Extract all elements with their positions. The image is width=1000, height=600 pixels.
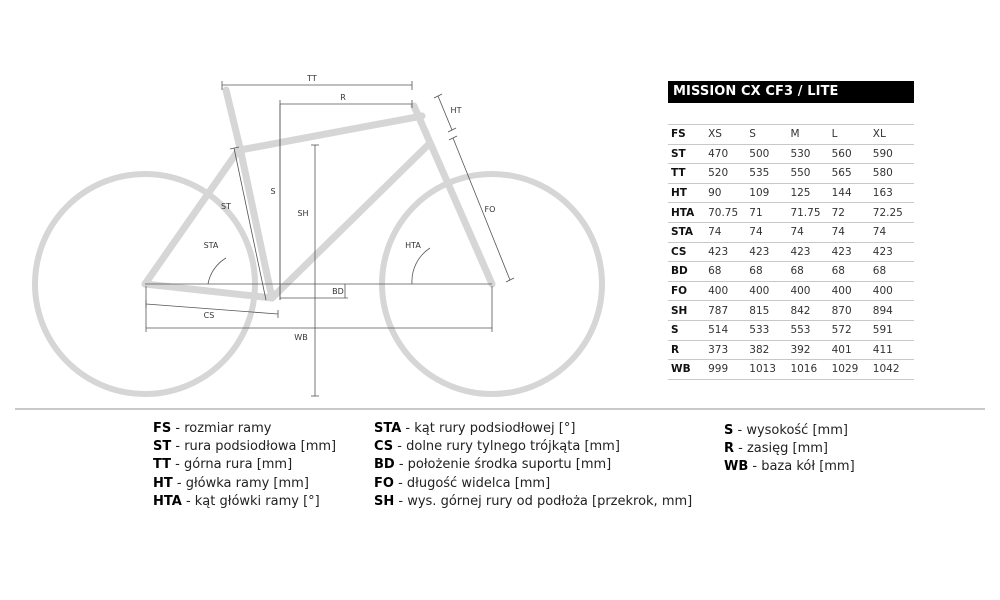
table-row — [668, 242, 914, 262]
legend-desc: - baza kół [mm] — [748, 459, 855, 475]
table-row — [668, 144, 914, 164]
label-cs: CS — [203, 311, 215, 320]
legend-divider — [15, 408, 985, 410]
legend-desc: - zasięg [mm] — [734, 441, 828, 457]
legend-item — [374, 456, 692, 474]
legend-desc: - wys. górnej rury od podłoża [przekrok, mm] — [394, 493, 693, 509]
legend-desc: - kąt główki ramy [°] — [181, 493, 320, 509]
cell: 72.25 — [873, 203, 914, 223]
legend-item — [153, 438, 336, 456]
table-row — [668, 320, 914, 340]
cell: 68 — [873, 262, 914, 282]
legend-column-2 — [374, 420, 692, 511]
cell: 590 — [873, 144, 914, 164]
row-key: HTA — [668, 203, 708, 223]
cell: 68 — [790, 262, 831, 282]
cell: 470 — [708, 144, 749, 164]
cell: 74 — [873, 222, 914, 242]
legend-abbr: HT — [153, 475, 173, 491]
cell: 423 — [708, 242, 749, 262]
cell: 591 — [873, 320, 914, 340]
cell: 535 — [749, 164, 790, 184]
legend-item — [153, 475, 336, 493]
legend-abbr: TT — [153, 457, 172, 473]
cell: 125 — [790, 183, 831, 203]
cell: 163 — [873, 183, 914, 203]
legend-desc: - dolne rury tylnego trójkąta [mm] — [393, 439, 620, 455]
cell: 74 — [790, 222, 831, 242]
seatstay-tube — [145, 148, 240, 284]
cell: 68 — [749, 262, 790, 282]
cell: 1013 — [749, 360, 790, 380]
row-key: SH — [668, 301, 708, 321]
legend-item — [374, 420, 692, 438]
cell: 514 — [708, 320, 749, 340]
row-key: FS — [668, 125, 708, 145]
label-r: R — [340, 93, 346, 102]
legend-item — [153, 493, 336, 511]
label-s: S — [270, 187, 276, 196]
row-key: S — [668, 320, 708, 340]
cell: 401 — [832, 340, 873, 360]
cell: 423 — [790, 242, 831, 262]
legend-item — [724, 440, 855, 458]
cell: 423 — [749, 242, 790, 262]
label-hta: HTA — [405, 241, 421, 250]
cell: 580 — [873, 164, 914, 184]
bike-geometry-diagram — [0, 0, 665, 405]
cell: M — [790, 125, 831, 145]
cell: 1029 — [832, 360, 873, 380]
table-row — [668, 183, 914, 203]
cell: 411 — [873, 340, 914, 360]
legend-abbr: BD — [374, 457, 395, 473]
label-sh: SH — [297, 209, 309, 218]
cell: 1016 — [790, 360, 831, 380]
legend-item — [374, 475, 692, 493]
cell: 565 — [832, 164, 873, 184]
cell: XL — [873, 125, 914, 145]
table-row — [668, 301, 914, 321]
sta-angle-arc — [208, 258, 226, 284]
cell: 68 — [832, 262, 873, 282]
cell: 400 — [873, 281, 914, 301]
cell: 71 — [749, 203, 790, 223]
table-row — [668, 125, 914, 145]
cell: 373 — [708, 340, 749, 360]
row-key: FO — [668, 281, 708, 301]
row-key: CS — [668, 242, 708, 262]
legend-item — [374, 438, 692, 456]
cell: XS — [708, 125, 749, 145]
frame — [145, 90, 492, 298]
legend-desc: - górna rura [mm] — [171, 457, 293, 473]
label-wb: WB — [294, 333, 308, 342]
legend-item — [374, 493, 692, 511]
label-ht: HT — [450, 106, 462, 115]
cell: 423 — [832, 242, 873, 262]
cell: 400 — [749, 281, 790, 301]
cell: 71.75 — [790, 203, 831, 223]
cell: 74 — [749, 222, 790, 242]
table-row — [668, 164, 914, 184]
cell: 72 — [832, 203, 873, 223]
label-bd: BD — [332, 287, 344, 296]
dimension-labels — [204, 74, 496, 342]
legend-desc: - rura podsiodłowa [mm] — [171, 439, 337, 455]
cell: 500 — [749, 144, 790, 164]
table-title: MISSION CX CF3 / LITE — [668, 81, 914, 103]
row-key: HT — [668, 183, 708, 203]
cell: 999 — [708, 360, 749, 380]
cell: 553 — [790, 320, 831, 340]
cell: 423 — [873, 242, 914, 262]
legend-column-3 — [724, 422, 855, 477]
legend-abbr: WB — [724, 459, 749, 475]
legend-item — [724, 422, 855, 440]
cell: 400 — [832, 281, 873, 301]
cell: 894 — [873, 301, 914, 321]
table-row — [668, 262, 914, 282]
label-st: ST — [221, 202, 231, 211]
cell: 382 — [749, 340, 790, 360]
row-key: WB — [668, 360, 708, 380]
row-key: BD — [668, 262, 708, 282]
legend-desc: - położenie środka suportu [mm] — [394, 457, 612, 473]
row-key: TT — [668, 164, 708, 184]
cell: 870 — [832, 301, 873, 321]
cell: 533 — [749, 320, 790, 340]
cell: 109 — [749, 183, 790, 203]
legend-desc: - długość widelca [mm] — [393, 475, 551, 491]
legend-abbr: CS — [374, 439, 394, 455]
cell: 550 — [790, 164, 831, 184]
legend-abbr: SH — [374, 493, 395, 509]
cell: 572 — [832, 320, 873, 340]
cell: 144 — [832, 183, 873, 203]
legend-item — [153, 420, 336, 438]
cell: S — [749, 125, 790, 145]
legend-item — [724, 458, 855, 476]
cell: 787 — [708, 301, 749, 321]
cell: 392 — [790, 340, 831, 360]
cell: 560 — [832, 144, 873, 164]
row-key: STA — [668, 222, 708, 242]
cell: 70.75 — [708, 203, 749, 223]
legend-desc: - rozmiar ramy — [171, 421, 272, 436]
legend-abbr: S — [724, 423, 734, 438]
legend-abbr: FO — [374, 475, 394, 491]
cell: 68 — [708, 262, 749, 282]
table-row — [668, 281, 914, 301]
legend-item — [153, 456, 336, 474]
legend-desc: - kąt rury podsiodłowej [°] — [401, 421, 576, 436]
legend-abbr: FS — [153, 421, 172, 436]
cell: 400 — [708, 281, 749, 301]
cell: 1042 — [873, 360, 914, 380]
cell: 530 — [790, 144, 831, 164]
label-fo: FO — [484, 205, 496, 214]
geometry-table-panel — [668, 81, 914, 380]
cell: 74 — [832, 222, 873, 242]
table-row — [668, 203, 914, 223]
label-sta: STA — [203, 241, 219, 250]
table-row — [668, 360, 914, 380]
legend-abbr: R — [724, 441, 735, 457]
head-tube — [414, 106, 432, 147]
legend-column-1 — [153, 420, 336, 511]
seatpost — [226, 90, 240, 148]
cell: 520 — [708, 164, 749, 184]
label-tt: TT — [307, 74, 317, 83]
legend-abbr: HTA — [153, 493, 182, 509]
cell: 400 — [790, 281, 831, 301]
geometry-table — [668, 124, 914, 380]
top-tube — [240, 116, 422, 150]
table-row — [668, 222, 914, 242]
legend-desc: - główka ramy [mm] — [172, 475, 309, 491]
legend-desc: - wysokość [mm] — [733, 423, 848, 438]
cell: L — [832, 125, 873, 145]
fork — [432, 147, 492, 284]
hta-angle-arc — [412, 248, 430, 284]
table-row — [668, 340, 914, 360]
cell: 90 — [708, 183, 749, 203]
row-key: ST — [668, 144, 708, 164]
row-key: R — [668, 340, 708, 360]
legend-abbr: ST — [153, 439, 172, 455]
legend-abbr: STA — [374, 421, 402, 436]
cell: 74 — [708, 222, 749, 242]
cell: 842 — [790, 301, 831, 321]
cell: 815 — [749, 301, 790, 321]
